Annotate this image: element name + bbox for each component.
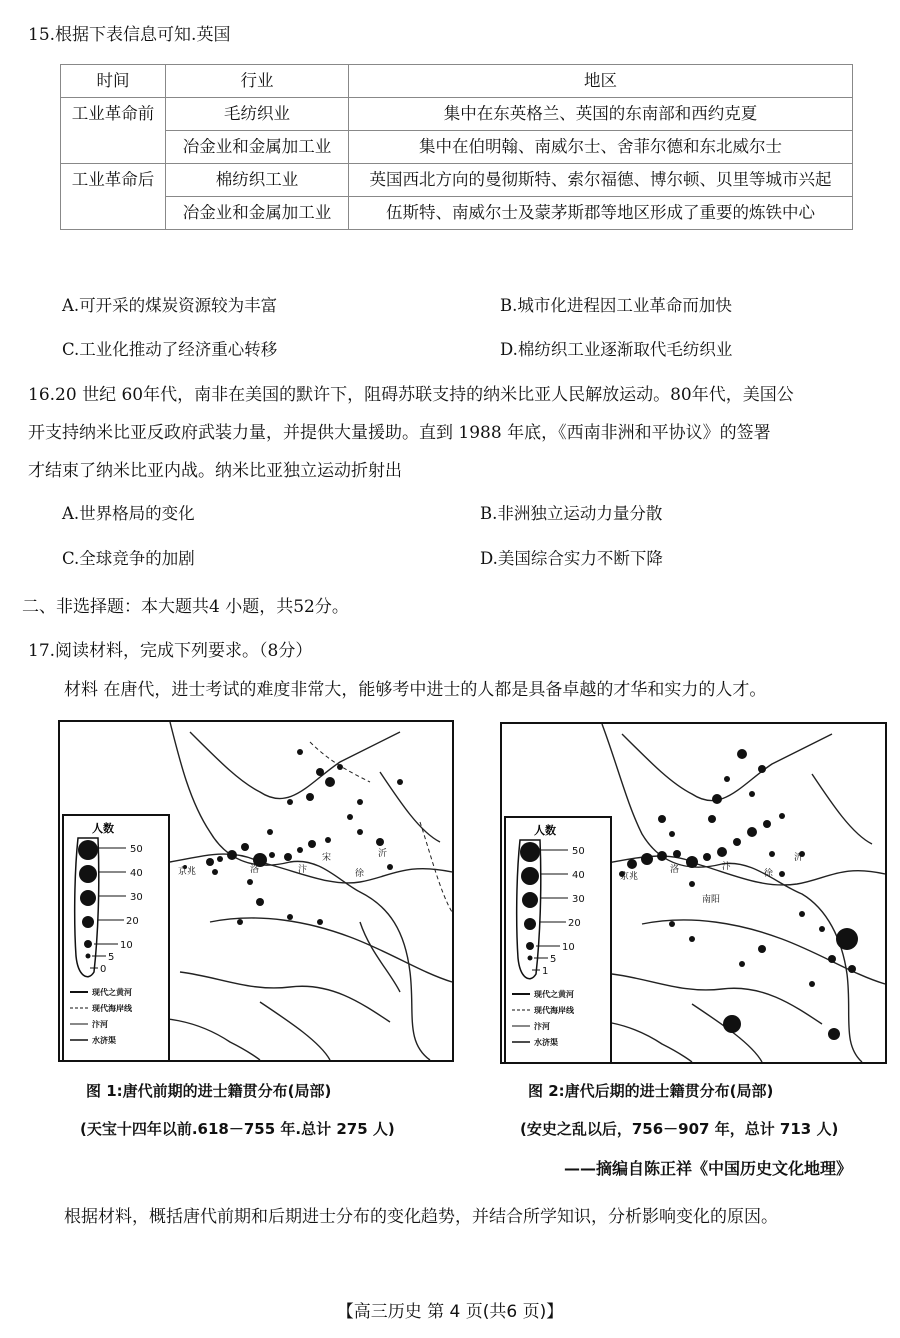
- map-source: ——摘编自陈正祥《中国历史文化地理》: [564, 1159, 853, 1178]
- map-1-caption-title: 图 1:唐代前期的进士籍贯分布(局部): [86, 1082, 332, 1100]
- legend-title: 人数: [92, 822, 114, 835]
- table-cell-region: 集中在伯明翰、南威尔士、舍菲尔德和东北威尔士: [349, 131, 853, 164]
- legend-title: 人数: [534, 824, 556, 837]
- legend-value: 0: [100, 964, 107, 975]
- map-label: 汴: [722, 862, 732, 872]
- map-label: 南阳: [702, 895, 721, 905]
- map-2-caption-title: 图 2:唐代后期的进士籍贯分布(局部): [528, 1082, 774, 1100]
- q15-option-c[interactable]: C.工业化推动了经济重心转移: [62, 340, 278, 359]
- table-cell-region: 伍斯特、南威尔士及蒙茅斯郡等地区形成了重要的炼铁中心: [349, 197, 853, 230]
- table-header-region: 地区: [349, 65, 853, 98]
- map-label: 汴: [298, 865, 308, 875]
- legend-value: 20: [568, 918, 581, 929]
- map-2-legend: [504, 816, 612, 1064]
- legend-line-label: 水济渠: [534, 1038, 558, 1047]
- q16-option-b[interactable]: B.非洲独立运动力量分散: [480, 504, 663, 523]
- legend-value: 40: [130, 868, 143, 879]
- q15-stem: 15.根据下表信息可知.英国: [28, 25, 231, 45]
- q17-material: 材料 在唐代，进士考试的难度非常大，能够考中进士的人都是具备卓越的才华和实力的人才。: [64, 680, 767, 700]
- legend-value: 10: [120, 940, 133, 951]
- table-cell-industry: 冶金业和金属加工业: [166, 197, 349, 230]
- q16-line-1: 16.20 世纪 60年代，南非在美国的默许下，阻碍苏联支持的纳米比亚人民解放运动。80年代，美国公: [28, 385, 794, 405]
- legend-line-label: 汴河: [92, 1020, 108, 1029]
- legend-value: 40: [572, 870, 585, 881]
- q15-table: [60, 64, 853, 230]
- table-cell-industry: 棉纺织工业: [166, 164, 349, 197]
- q17-question: 根据材料，概括唐代前期和后期进士分布的变化趋势，并结合所学知识，分析影响变化的原因。: [64, 1207, 778, 1227]
- legend-line-label: 水济渠: [92, 1036, 116, 1045]
- legend-value: 5: [550, 954, 557, 965]
- map-label: 洛: [670, 865, 680, 875]
- legend-line-label: 汴河: [534, 1022, 550, 1031]
- legend-value: 5: [108, 952, 115, 963]
- q15-option-d[interactable]: D.棉纺织工业逐渐取代毛纺织业: [500, 340, 733, 359]
- q15-option-a[interactable]: A.可开采的煤炭资源较为丰富: [62, 296, 278, 315]
- legend-value: 50: [130, 844, 143, 855]
- map-label: 京兆: [620, 872, 639, 882]
- q16-option-d[interactable]: D.美国综合实力不断下降: [480, 549, 663, 568]
- map-2: [500, 722, 887, 1064]
- legend-value: 10: [562, 942, 575, 953]
- map-label: 沂: [378, 849, 388, 859]
- legend-line-label: 现代海岸线: [534, 1006, 574, 1015]
- map-2-caption-subtitle: (安史之乱以后，756－907 年，总计 713 人): [520, 1120, 839, 1138]
- map-label: 洛: [250, 865, 260, 875]
- table-header-industry: 行业: [166, 65, 349, 98]
- map-label: 沂: [794, 853, 804, 863]
- map-1-legend: [62, 814, 170, 1062]
- map-label: 京兆: [178, 867, 197, 877]
- q16-option-a[interactable]: A.世界格局的变化: [62, 504, 195, 523]
- q15-option-b[interactable]: B.城市化进程因工业革命而加快: [500, 296, 732, 315]
- table-cell-industry: 毛纺织业: [166, 98, 349, 131]
- map-label: 徐: [355, 869, 365, 879]
- map-label: 徐: [764, 869, 774, 879]
- legend-line-label: 现代海岸线: [92, 1004, 132, 1013]
- q17-stem: 17.阅读材料，完成下列要求。（8分）: [28, 641, 313, 661]
- q16-line-3: 才结束了纳米比亚内战。纳米比亚独立运动折射出: [28, 461, 402, 481]
- table-header-time: 时间: [61, 65, 166, 98]
- q16-line-2: 开支持纳米比亚反政府武装力量，并提供大量援助。直到 1988 年底，《西南非洲和平协议》的签署: [28, 423, 771, 443]
- section-2-heading: 二、非选择题：本大题共4 小题，共52分。: [22, 597, 349, 617]
- q16-option-c[interactable]: C.全球竞争的加剧: [62, 549, 195, 568]
- table-cell-period: 工业革命前: [61, 98, 166, 164]
- table-cell-region: 集中在东英格兰、英国的东南部和西约克夏: [349, 98, 853, 131]
- page-footer: 【高三历史 第 4 页(共6 页)】: [336, 1302, 564, 1322]
- legend-value: 50: [572, 846, 585, 857]
- table-cell-industry: 冶金业和金属加工业: [166, 131, 349, 164]
- map-label: 宋: [322, 853, 332, 863]
- legend-value: 20: [126, 916, 139, 927]
- map-1: [58, 720, 454, 1062]
- table-cell-region: 英国西北方向的曼彻斯特、索尔福德、博尔顿、贝里等城市兴起: [349, 164, 853, 197]
- table-cell-period: 工业革命后: [61, 164, 166, 230]
- map-1-caption-subtitle: (天宝十四年以前.618－755 年.总计 275 人): [80, 1120, 395, 1138]
- legend-value: 1: [542, 966, 549, 977]
- legend-value: 30: [572, 894, 585, 905]
- legend-value: 30: [130, 892, 143, 903]
- legend-line-label: 现代之黄河: [534, 990, 574, 999]
- legend-line-label: 现代之黄河: [92, 988, 132, 997]
